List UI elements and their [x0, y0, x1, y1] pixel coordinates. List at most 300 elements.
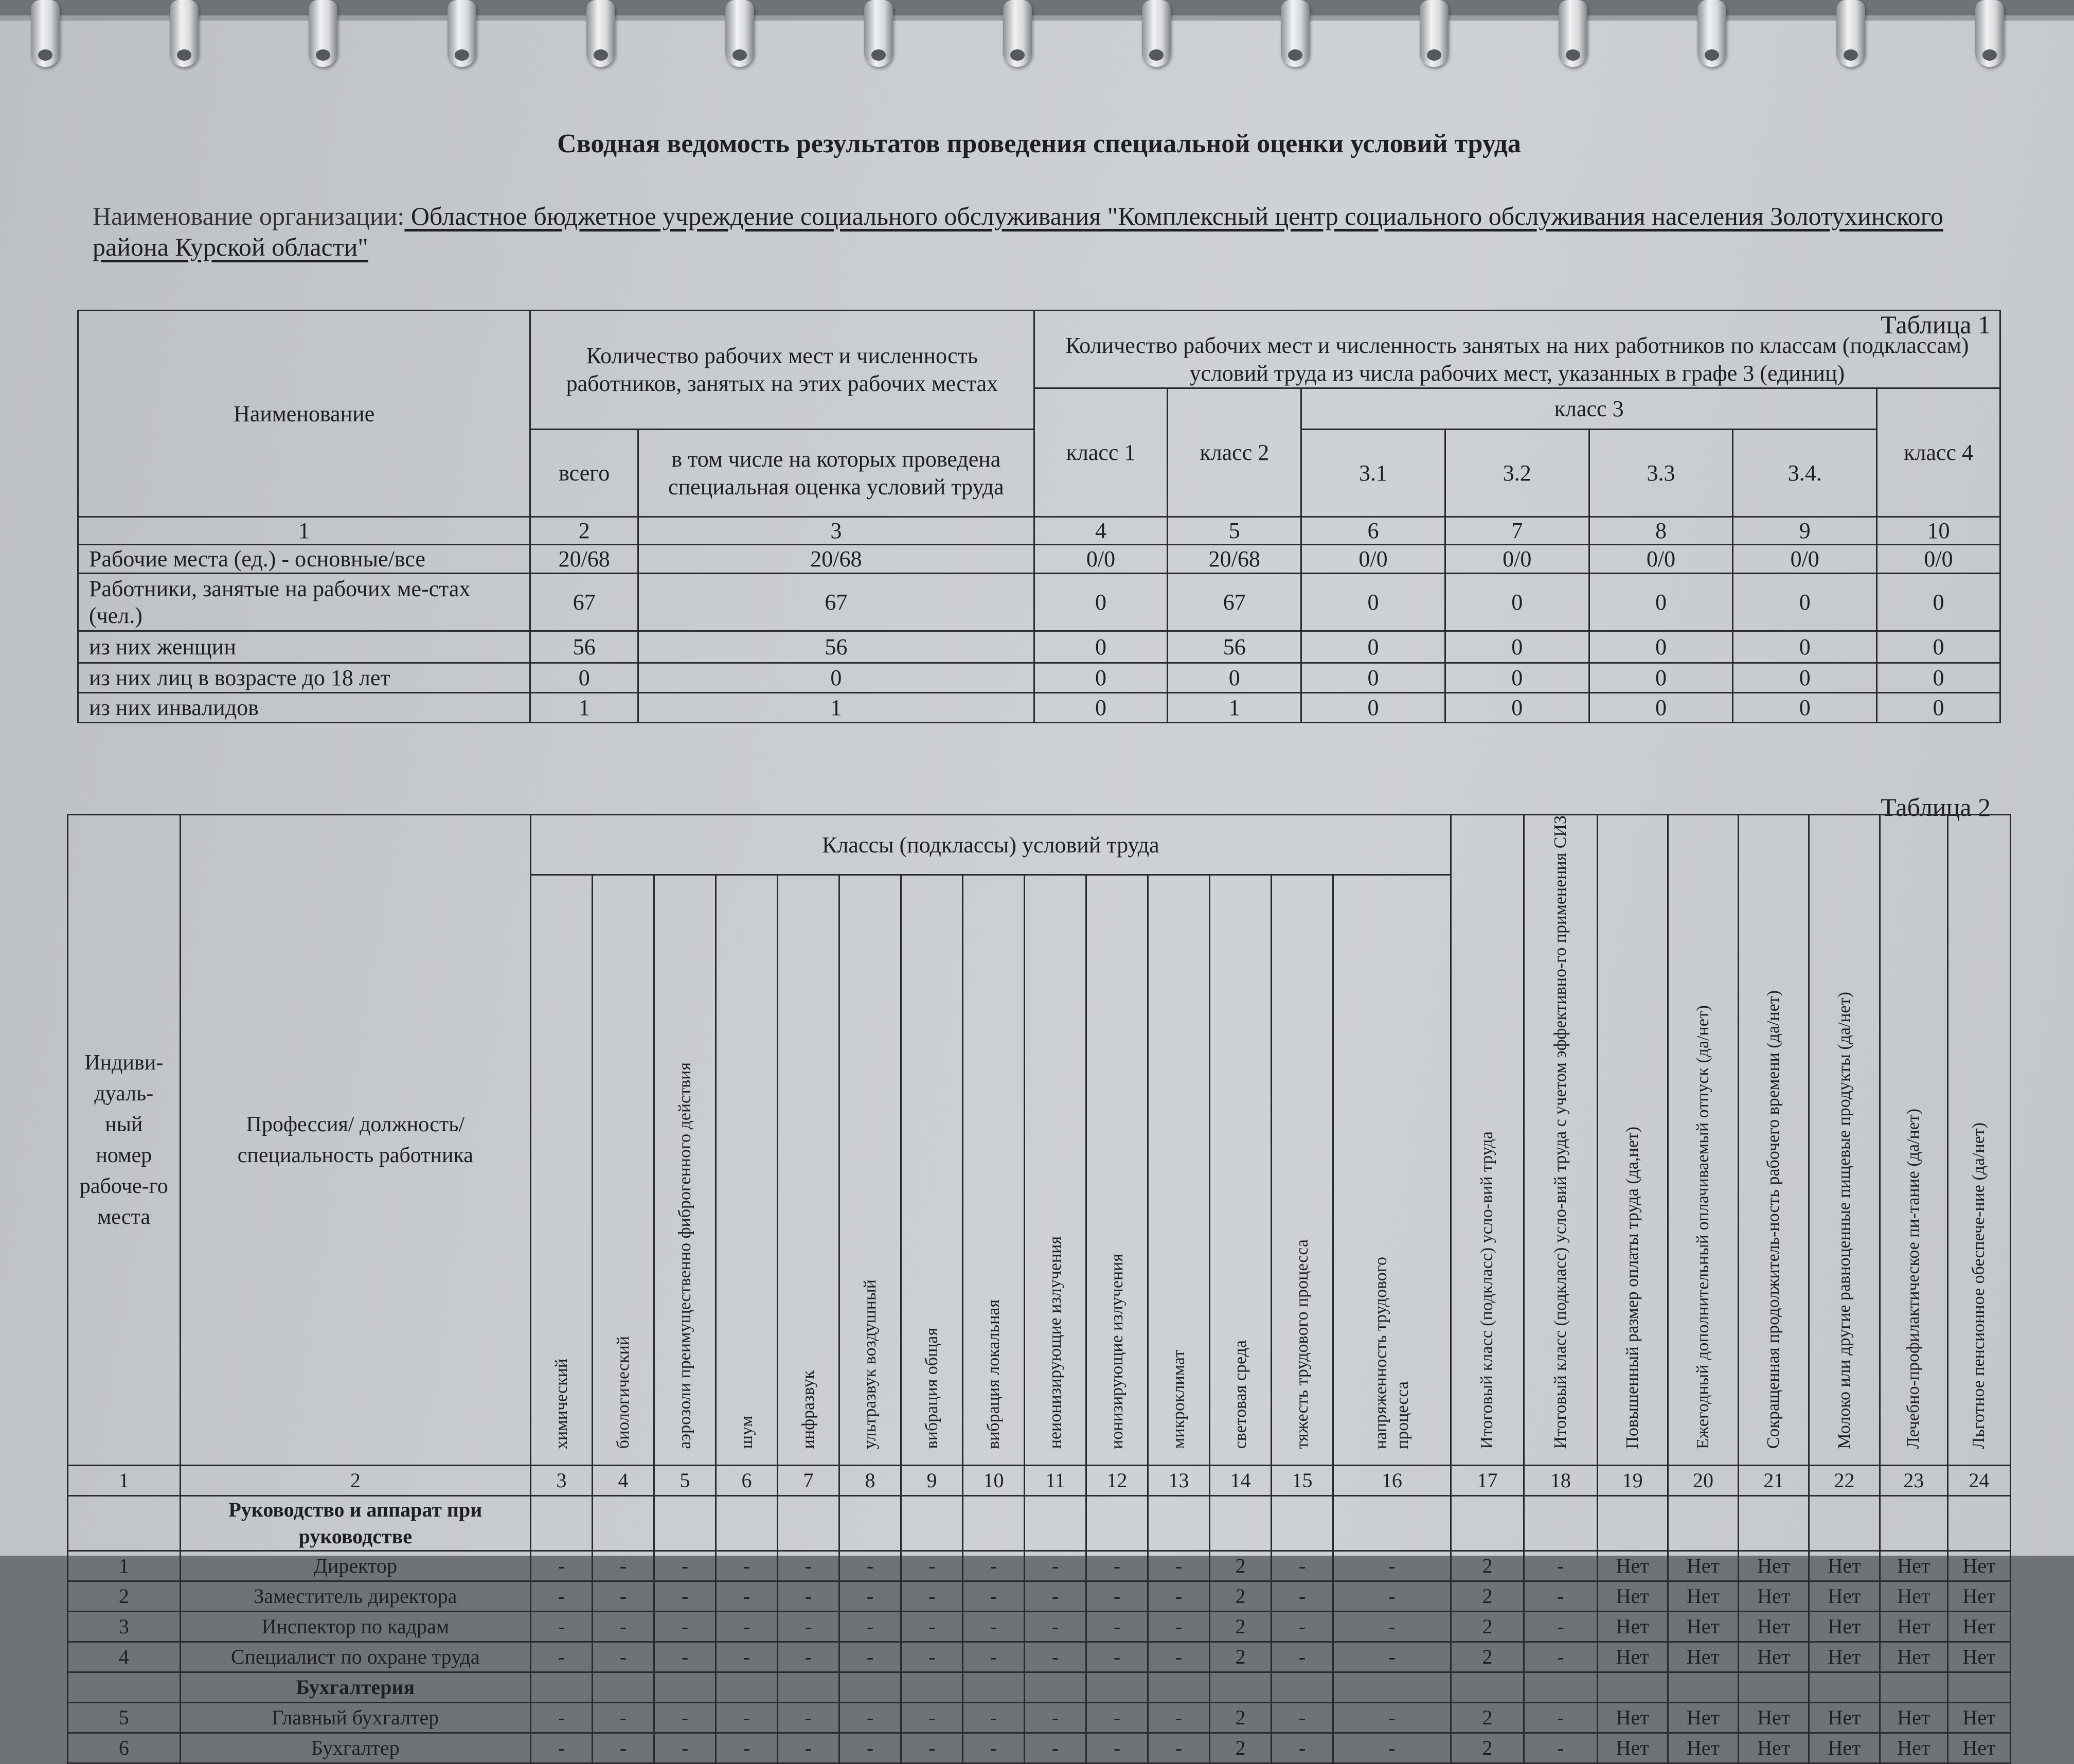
header-class3-3: 3.3 — [1589, 430, 1733, 517]
empty-cell — [1668, 1495, 1738, 1551]
cell: Нет — [1809, 1642, 1880, 1672]
cell: - — [531, 1733, 593, 1763]
cell: Нет — [1739, 1581, 1809, 1611]
empty-cell — [654, 1495, 716, 1551]
cell: 2 — [1210, 1551, 1272, 1581]
table-row — [68, 1702, 2011, 1733]
empty-cell — [778, 1495, 839, 1551]
cell: Нет — [1880, 1733, 1947, 1763]
factor-label: биологический — [613, 1336, 633, 1449]
header-pension — [1947, 815, 2010, 1466]
cell: 0 — [1733, 693, 1877, 723]
cell: 0 — [1733, 631, 1877, 663]
cell: Нет — [1668, 1702, 1738, 1733]
column-number: 7 — [1445, 517, 1589, 545]
binding-ring-icon — [1420, 0, 1449, 67]
cell: - — [531, 1642, 593, 1672]
cell: 0 — [1877, 663, 2000, 693]
empty-cell — [1597, 1672, 1668, 1702]
cell: 0 — [1034, 663, 1168, 693]
header-pension-label: Льготное пенсионное обеспече-ние (да/нет) — [1969, 1122, 1989, 1449]
table-row — [68, 1581, 2011, 1611]
organization-name: Областное бюджетное учреждение социального обслуживания "Комплексный центр социального обслуживания населения Золотухинского района Курской области" — [93, 202, 1943, 261]
cell: - — [1333, 1581, 1451, 1611]
empty-cell — [716, 1672, 778, 1702]
cell: - — [1524, 1642, 1597, 1672]
cell: Нет — [1880, 1551, 1947, 1581]
empty-cell — [1524, 1495, 1597, 1551]
table-row — [78, 545, 2000, 574]
cell: Нет — [1880, 1702, 1947, 1733]
column-number: 17 — [1451, 1465, 1524, 1495]
header-class3-1: 3.1 — [1301, 430, 1445, 517]
column-number: 16 — [1333, 1465, 1451, 1495]
column-number: 4 — [593, 1465, 654, 1495]
cell: 0 — [1445, 631, 1589, 663]
cell: - — [716, 1642, 778, 1672]
factor-label: неионизирующие излучения — [1045, 1236, 1065, 1449]
header-class4: класс 4 — [1877, 388, 2000, 517]
header-workplace-number: Индиви-дуаль-ный номер рабоче-го места — [68, 815, 181, 1466]
cell: Нет — [1739, 1733, 1809, 1763]
cell: 2 — [1451, 1702, 1524, 1733]
factor-biological — [593, 875, 654, 1466]
column-number: 23 — [1880, 1465, 1947, 1495]
cell: Нет — [1880, 1642, 1947, 1672]
column-number: 5 — [654, 1465, 716, 1495]
cell: - — [654, 1702, 716, 1733]
cell: Нет — [1947, 1611, 2010, 1642]
cell: Нет — [1739, 1642, 1809, 1672]
table-row — [78, 631, 2000, 663]
header-workplaces: Количество рабочих мест и численность работников, занятых на этих рабочих местах — [530, 311, 1034, 430]
binding-ring-icon — [1559, 0, 1587, 67]
column-number: 13 — [1148, 1465, 1210, 1495]
empty-cell — [1739, 1495, 1809, 1551]
cell: 0 — [1877, 693, 2000, 723]
cell: - — [778, 1733, 839, 1763]
empty-cell — [1451, 1672, 1524, 1702]
cell: - — [1086, 1581, 1148, 1611]
cell: - — [593, 1611, 654, 1642]
binding-ring-icon — [309, 0, 337, 67]
binding-ring-icon — [1281, 0, 1310, 67]
column-number: 7 — [778, 1465, 839, 1495]
column-number: 11 — [1025, 1465, 1086, 1495]
factor-severity — [1272, 875, 1333, 1466]
cell: 0 — [1168, 663, 1301, 693]
cell: - — [1148, 1551, 1210, 1581]
header-extra-leave-label: Ежегодный дополнительный оплачиваемый отпуск (да/нет) — [1693, 1005, 1712, 1449]
column-number: 24 — [1947, 1465, 2010, 1495]
cell: 0/0 — [1733, 545, 1877, 574]
column-number: 10 — [1877, 517, 2000, 545]
factor-general-vibration — [901, 875, 963, 1466]
cell: Нет — [1947, 1551, 2010, 1581]
cell: - — [1025, 1551, 1086, 1581]
empty-cell — [1451, 1495, 1524, 1551]
organization-line — [93, 201, 1996, 262]
cell: 0 — [1589, 574, 1733, 631]
column-number: 6 — [716, 1465, 778, 1495]
column-number: 19 — [1597, 1465, 1668, 1495]
cell: 67 — [1168, 574, 1301, 631]
factor-label: шум — [737, 1416, 756, 1449]
empty-cell — [1739, 1672, 1809, 1702]
empty-cell — [1272, 1495, 1333, 1551]
cell: - — [1086, 1611, 1148, 1642]
cell: 0 — [1589, 663, 1733, 693]
column-number: 6 — [1301, 517, 1445, 545]
cell: 2 — [1210, 1581, 1272, 1611]
cell: Нет — [1947, 1642, 2010, 1672]
section-number-cell — [68, 1672, 181, 1702]
cell: Нет — [1668, 1551, 1738, 1581]
cell: 2 — [1451, 1733, 1524, 1763]
cell: - — [778, 1581, 839, 1611]
table-row — [68, 1611, 2011, 1642]
cell: - — [1148, 1642, 1210, 1672]
binding-ring-icon — [864, 0, 893, 67]
cell: 0 — [1733, 663, 1877, 693]
cell: Нет — [1880, 1581, 1947, 1611]
cell: 0/0 — [1877, 545, 2000, 574]
cell: Нет — [1597, 1642, 1668, 1672]
cell: - — [963, 1642, 1025, 1672]
cell: 67 — [530, 574, 638, 631]
section-row — [68, 1495, 2011, 1551]
section-title: Руководство и аппарат при руководстве — [180, 1495, 530, 1551]
cell: 56 — [638, 631, 1034, 663]
factor-label: вибрация локальная — [984, 1299, 1003, 1449]
cell: 20/68 — [530, 545, 638, 574]
header-final-class-ppe-label: Итоговый класс (подкласс) усло-вий труда с учетом эффективно-го применения СИЗ — [1550, 815, 1570, 1449]
cell: 2 — [1451, 1642, 1524, 1672]
factor-label: вибрация общая — [922, 1328, 941, 1449]
factor-lighting — [1210, 875, 1272, 1466]
section-row — [68, 1672, 2011, 1702]
row-label: из них инвалидов — [78, 693, 530, 723]
empty-cell — [1809, 1672, 1880, 1702]
header-therapeutic-nutrition — [1880, 815, 1947, 1466]
column-number: 8 — [1589, 517, 1733, 545]
header-class3: класс 3 — [1301, 388, 1877, 430]
document — [67, 129, 2011, 1760]
cell: Нет — [1739, 1702, 1809, 1733]
table-row — [68, 1551, 2011, 1581]
table2-caption: Таблица 2 — [1881, 793, 1991, 822]
header-assessed: в том числе на которых проведена специальная оценка условий труда — [638, 430, 1034, 517]
column-number: 5 — [1168, 517, 1301, 545]
header-final-class-label: Итоговый класс (подкласс) усло-вий труда — [1477, 1131, 1497, 1449]
cell: - — [778, 1702, 839, 1733]
table-row — [78, 693, 2000, 723]
column-number: 22 — [1809, 1465, 1880, 1495]
cell: Нет — [1668, 1611, 1738, 1642]
cell: - — [901, 1733, 963, 1763]
column-number: 10 — [963, 1465, 1025, 1495]
row-label: Работники, занятые на рабочих ме-стах (чел.) — [78, 574, 530, 631]
cell: - — [1086, 1702, 1148, 1733]
cell: 2 — [1451, 1581, 1524, 1611]
empty-cell — [1086, 1495, 1148, 1551]
cell: - — [839, 1611, 901, 1642]
cell: - — [839, 1642, 901, 1672]
cell: 0 — [1877, 631, 2000, 663]
cell: 0/0 — [1034, 545, 1168, 574]
cell: Нет — [1809, 1581, 1880, 1611]
factor-label: инфразвук — [798, 1370, 818, 1449]
cell: 0 — [1877, 574, 2000, 631]
binding-ring-icon — [31, 0, 60, 67]
cell: - — [716, 1733, 778, 1763]
empty-cell — [593, 1672, 654, 1702]
profession-name: Бухгалтер — [180, 1733, 530, 1763]
spiral-binding — [0, 0, 2074, 77]
empty-cell — [1272, 1672, 1333, 1702]
cell: - — [963, 1733, 1025, 1763]
cell: - — [1272, 1702, 1333, 1733]
cell: 0 — [1445, 693, 1589, 723]
cell: 67 — [638, 574, 1034, 631]
empty-cell — [1597, 1495, 1668, 1551]
workplace-number: 6 — [68, 1733, 181, 1763]
cell: - — [1524, 1551, 1597, 1581]
cell: 0 — [638, 663, 1034, 693]
empty-cell — [531, 1672, 593, 1702]
binding-ring-icon — [725, 0, 754, 67]
cell: - — [839, 1551, 901, 1581]
workplace-number: 1 — [68, 1551, 181, 1581]
cell: - — [839, 1581, 901, 1611]
section-title: Бухгалтерия — [180, 1672, 530, 1702]
empty-cell — [1148, 1672, 1210, 1702]
cell: - — [531, 1611, 593, 1642]
column-number: 15 — [1272, 1465, 1333, 1495]
cell: - — [1333, 1611, 1451, 1642]
empty-cell — [1880, 1495, 1947, 1551]
empty-cell — [1210, 1495, 1272, 1551]
cell: 0/0 — [1589, 545, 1733, 574]
binding-ring-icon — [1003, 0, 1032, 67]
column-number: 4 — [1034, 517, 1168, 545]
factor-infrasound — [778, 875, 839, 1466]
factor-noise — [716, 875, 778, 1466]
table1-caption: Таблица 1 — [1881, 310, 1991, 339]
cell: - — [1524, 1733, 1597, 1763]
cell: - — [1333, 1642, 1451, 1672]
cell: 0 — [1034, 631, 1168, 663]
cell: - — [1272, 1733, 1333, 1763]
column-number: 3 — [638, 517, 1034, 545]
cell: - — [1272, 1551, 1333, 1581]
cell: 0 — [1301, 631, 1445, 663]
cell: 2 — [1210, 1702, 1272, 1733]
cell: - — [963, 1581, 1025, 1611]
header-milk-label: Молоко или другие равноценные пищевые продукты (да/нет) — [1834, 991, 1854, 1449]
cell: - — [1333, 1551, 1451, 1581]
column-number: 3 — [531, 1465, 593, 1495]
cell: 56 — [530, 631, 638, 663]
empty-cell — [531, 1495, 593, 1551]
empty-cell — [963, 1672, 1025, 1702]
cell: - — [1272, 1611, 1333, 1642]
cell: - — [716, 1611, 778, 1642]
factor-chemical — [531, 875, 593, 1466]
cell: - — [1086, 1551, 1148, 1581]
cell: 0 — [1589, 631, 1733, 663]
factor-ultrasound — [839, 875, 901, 1466]
cell: 2 — [1210, 1733, 1272, 1763]
column-number: 21 — [1739, 1465, 1809, 1495]
cell: - — [716, 1581, 778, 1611]
header-profession: Профессия/ должность/ специальность работника — [180, 815, 530, 1466]
cell: - — [654, 1581, 716, 1611]
column-numbers-row — [68, 1465, 2011, 1495]
cell: Нет — [1597, 1733, 1668, 1763]
column-number: 2 — [530, 517, 638, 545]
cell: 20/68 — [1168, 545, 1301, 574]
binding-ring-icon — [1836, 0, 1865, 67]
header-extra-leave — [1668, 815, 1738, 1466]
cell: Нет — [1597, 1551, 1668, 1581]
workplace-number: 2 — [68, 1581, 181, 1611]
factor-aerosols — [654, 875, 716, 1466]
cell: Нет — [1809, 1702, 1880, 1733]
header-reduced-hours — [1739, 815, 1809, 1466]
cell: 0 — [1034, 574, 1168, 631]
cell: - — [654, 1733, 716, 1763]
profession-name: Заместитель директора — [180, 1581, 530, 1611]
cell: - — [1025, 1581, 1086, 1611]
section-number-cell — [68, 1495, 181, 1551]
document-title: Сводная ведомость результатов проведения специальной оценки условий труда — [557, 129, 1521, 158]
cell: - — [531, 1581, 593, 1611]
factor-label: ультразвук воздушный — [860, 1279, 880, 1449]
empty-cell — [839, 1672, 901, 1702]
header-class3-4: 3.4. — [1733, 430, 1877, 517]
header-name: Наименование — [78, 311, 530, 517]
cell: - — [1524, 1702, 1597, 1733]
header-reduced-hours-label: Сокращенная продолжитель-ность рабочего времени (да/нет) — [1764, 990, 1783, 1449]
workplace-number: 5 — [68, 1702, 181, 1733]
factor-local-vibration — [963, 875, 1025, 1466]
empty-cell — [901, 1672, 963, 1702]
cell: - — [839, 1733, 901, 1763]
cell: 0 — [1301, 663, 1445, 693]
empty-cell — [1148, 1495, 1210, 1551]
cell: 0 — [1445, 663, 1589, 693]
header-increased-pay-label: Повышенный размер оплаты труда (да,нет) — [1622, 1126, 1642, 1449]
cell: Нет — [1668, 1733, 1738, 1763]
cell: - — [716, 1551, 778, 1581]
cell: 0/0 — [1445, 545, 1589, 574]
cell: - — [1333, 1733, 1451, 1763]
profession-name: Специалист по охране труда — [180, 1642, 530, 1672]
factor-label: тяжесть трудового процесса — [1292, 1239, 1312, 1449]
cell: - — [1086, 1642, 1148, 1672]
cell: - — [1025, 1642, 1086, 1672]
header-therapeutic-nutrition-label: Лечебно-профилактическое пи-тание (да/нет) — [1904, 1109, 1923, 1449]
factor-label: химический — [551, 1358, 571, 1449]
empty-cell — [1947, 1672, 2010, 1702]
cell: 1 — [638, 693, 1034, 723]
cell: - — [593, 1581, 654, 1611]
header-increased-pay — [1597, 815, 1668, 1466]
workplace-number: 4 — [68, 1642, 181, 1672]
cell: 1 — [530, 693, 638, 723]
cell: - — [654, 1611, 716, 1642]
empty-cell — [1524, 1672, 1597, 1702]
factor-label: аэрозоли преимущественно фиброгенного действия — [675, 1062, 694, 1449]
header-class1: класс 1 — [1034, 388, 1168, 517]
empty-cell — [1025, 1672, 1086, 1702]
table-row — [68, 1733, 2011, 1763]
profession-name: Инспектор по кадрам — [180, 1611, 530, 1642]
empty-cell — [593, 1495, 654, 1551]
empty-cell — [1210, 1672, 1272, 1702]
cell: - — [1086, 1733, 1148, 1763]
factor-non-ionizing — [1025, 875, 1086, 1466]
cell: - — [593, 1702, 654, 1733]
factor-label: микроклимат — [1169, 1350, 1188, 1449]
column-number: 2 — [180, 1465, 530, 1495]
factor-intensity — [1333, 875, 1451, 1466]
cell: 2 — [1210, 1611, 1272, 1642]
cell: Нет — [1947, 1581, 2010, 1611]
factor-microclimate — [1148, 875, 1210, 1466]
cell: - — [901, 1642, 963, 1672]
cell: - — [1272, 1581, 1333, 1611]
table-row — [78, 574, 2000, 631]
cell: - — [778, 1611, 839, 1642]
cell: Нет — [1809, 1551, 1880, 1581]
cell: 56 — [1168, 631, 1301, 663]
cell: - — [531, 1551, 593, 1581]
cell: Нет — [1739, 1611, 1809, 1642]
column-number: 14 — [1210, 1465, 1272, 1495]
header-class3-2: 3.2 — [1445, 430, 1589, 517]
header-classes: Количество рабочих мест и численность занятых на них работников по классам (подклассам) условий труда из числа рабочих мест, указанных в графе 3 (единиц) — [1034, 311, 2000, 388]
binding-ring-icon — [1142, 0, 1171, 67]
binding-ring-icon — [586, 0, 615, 67]
cell: - — [654, 1642, 716, 1672]
column-number: 20 — [1668, 1465, 1738, 1495]
cell: 2 — [1451, 1611, 1524, 1642]
binding-ring-icon — [1697, 0, 1726, 67]
cell: Нет — [1947, 1702, 2010, 1733]
cell: - — [1272, 1642, 1333, 1672]
column-number: 18 — [1524, 1465, 1597, 1495]
cell: - — [901, 1551, 963, 1581]
cell: Нет — [1809, 1733, 1880, 1763]
profession-name: Директор — [180, 1551, 530, 1581]
factor-ionizing — [1086, 875, 1148, 1466]
header-milk — [1809, 815, 1880, 1466]
empty-cell — [716, 1495, 778, 1551]
column-number: 1 — [68, 1465, 181, 1495]
cell: Нет — [1809, 1611, 1880, 1642]
cell: Нет — [1668, 1581, 1738, 1611]
cell: - — [901, 1581, 963, 1611]
cell: 0 — [1034, 693, 1168, 723]
cell: 20/68 — [638, 545, 1034, 574]
cell: 2 — [1451, 1551, 1524, 1581]
cell: - — [901, 1702, 963, 1733]
cell: - — [593, 1733, 654, 1763]
header-total: всего — [530, 430, 638, 517]
header-working-condition-classes: Классы (подклассы) условий труда — [531, 815, 1451, 875]
